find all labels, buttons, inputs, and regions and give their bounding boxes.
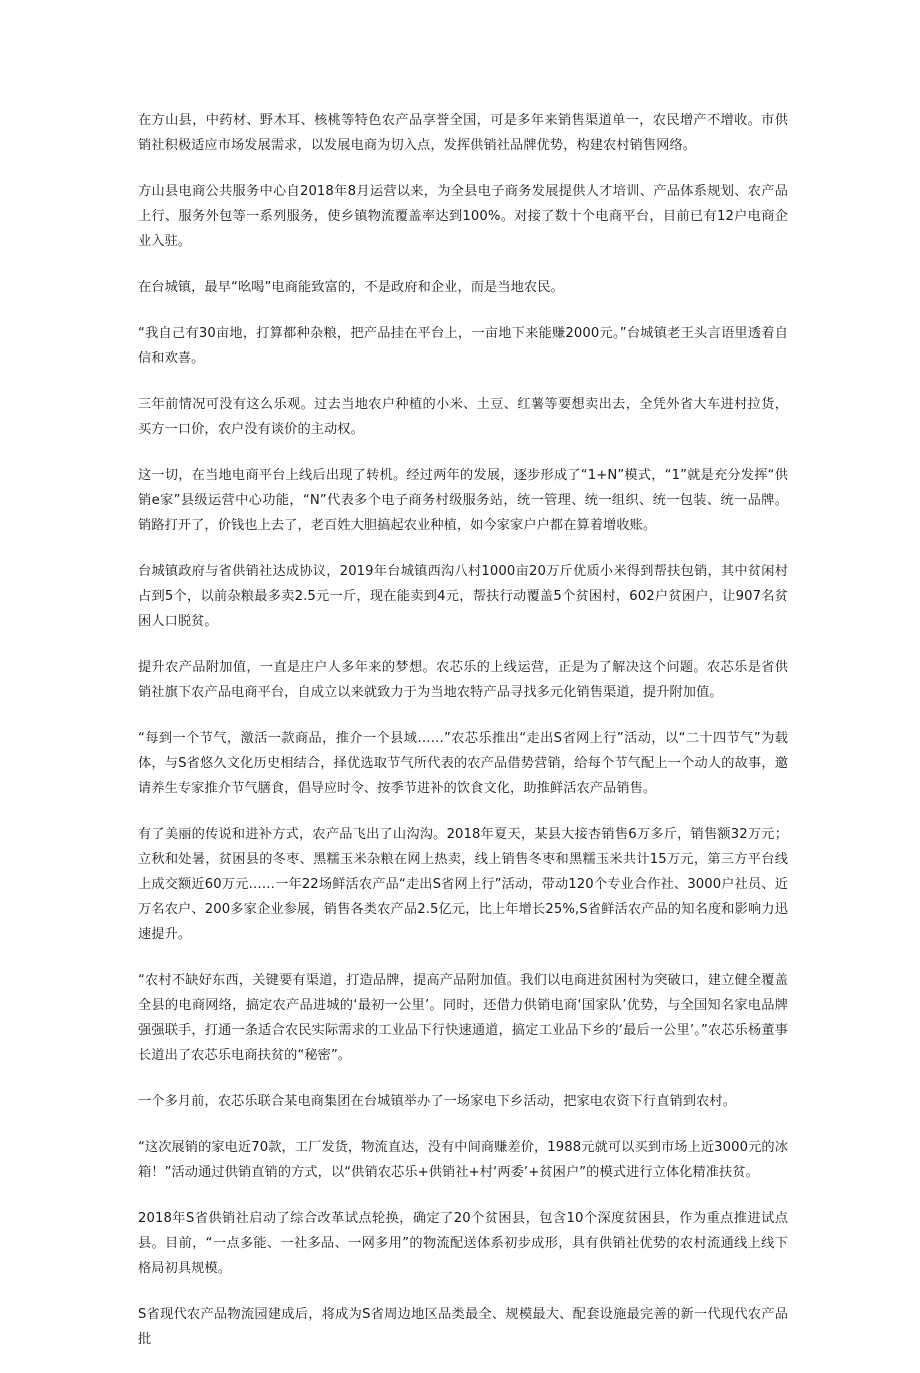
paragraph-11: “农村不缺好东西，关键要有渠道，打造品牌，提高产品附加值。我们以电商进贫困村为突破口，建立健全覆盖全县的电商网络，搞定农产品进城的‘最初一公里’。同时，还借力供销电商‘国家队’优势，与全国知名家电品牌强强联手，打通一条适合农民实际需求的工业品下行快速通道，搞定工业品下乡的‘最后一公里’。”农芯乐杨董事长道出了农芯乐电商扶贫的“秘密”。: [138, 973, 788, 1063]
paragraph-9: “每到一个节气，激活一款商品，推介一个县域……”农芯乐推出“走出S省网上行”活动，以“二十四节气”为载体，与S省悠久文化历史相结合，择优选取节气所代表的农产品借势营销，给每个节气配上一个动人的故事，邀请养生专家推介节气膳食，倡导应时令、按季节进补的饮食文化，助推鲜活农产品销售。: [138, 731, 788, 796]
paragraph-8: 提升农产品附加值，一直是庄户人多年来的梦想。农芯乐的上线运营，正是为了解决这个问题。农芯乐是省供销社旗下农产品电商平台，自成立以来就致力于为当地农特产品寻找多元化销售渠道，提升附加值。: [138, 660, 788, 700]
paragraph-14: 2018年S省供销社启动了综合改革试点轮换，确定了20个贫困县，包含10个深度贫困县，作为重点推进试点县。目前，“一点多能、一社多品、一网多用”的物流配送体系初步成形，具有供销社优势的农村流通线上线下格局初具规模。: [138, 1211, 788, 1276]
paragraph-2: 方山县电商公共服务中心自2018年8月运营以来，为全县电子商务发展提供人才培训、产品体系规划、农产品上行、服务外包等一系列服务，使乡镇物流覆盖率达到100%。对接了数十个电商平台，目前已有12户电商企业入驻。: [138, 184, 788, 249]
document-body: [138, 108, 788, 1373]
paragraph-5: 三年前情况可没有这么乐观。过去当地农户种植的小米、土豆、红薯等要想卖出去，全凭外省大车进村拉货，买方一口价，农户没有谈价的主动权。: [138, 397, 788, 437]
paragraph-10: 有了美丽的传说和进补方式，农产品飞出了山沟沟。2018年夏天，某县大接杏销售6万多斤，销售额32万元；立秋和处暑，贫困县的冬枣、黑糯玉米杂粮在网上热卖，线上销售冬枣和黑糯玉米共计15万元，第三方平台线上成交额近60万元……一年22场鲜活农产品“走出S省网上行”活动，带动120个专业合作社、3000户社员、近万名农户、200多家企业参展，销售各类农产品2.5亿元，比上年增长25%,S省鲜活农产品的知名度和影响力迅速提升。: [138, 827, 788, 942]
paragraph-15: S省现代农产品物流园建成后，将成为S省周边地区品类最全、规模最大、配套设施最完善的新一代现代农产品批: [138, 1307, 788, 1347]
paragraph-4: “我自己有30亩地，打算都种杂粮，把产品挂在平台上，一亩地下来能赚2000元。”台城镇老王头言语里透着自信和欢喜。: [138, 326, 788, 366]
paragraph-1: 在方山县，中药材、野木耳、核桃等特色农产品享誉全国，可是多年来销售渠道单一，农民增产不增收。市供销社积极适应市场发展需求，以发展电商为切入点，发挥供销社品牌优势，构建农村销售网络。: [138, 113, 788, 153]
paragraph-13: “这次展销的家电近70款，工厂发货，物流直达，没有中间商赚差价，1988元就可以买到市场上近3000元的冰箱！”活动通过供销直销的方式，以“供销农芯乐+供销社+村‘两委’+贫困户”的模式进行立体化精准扶贫。: [138, 1140, 788, 1180]
paragraph-7: 台城镇政府与省供销社达成协议，2019年台城镇西沟八村1000亩20万斤优质小米得到帮扶包销，其中贫闲村占到5个，以前杂粮最多卖2.5元一斤，现在能卖到4元，帮扶行动覆盖5个贫困村，602户贫困户，让907名贫困人口脱贫。: [138, 564, 788, 629]
paragraph-6: 这一切，在当地电商平台上线后出现了转机。经过两年的发展，逐步形成了“1+N”模式，“1”就是充分发挥“供销e家”县级运营中心功能，“N”代表多个电子商务村级服务站，统一管理、统一组织、统一包装、统一品牌。销路打开了，价钱也上去了，老百姓大胆搞起农业种植，如今家家户户都在算着增收账。: [138, 468, 788, 533]
paragraph-12: 一个多月前，农芯乐联合某电商集团在台城镇举办了一场家电下乡活动，把家电农资下行直销到农村。: [138, 1094, 736, 1109]
paragraph-3: 在台城镇，最早“吆喝”电商能致富的，不是政府和企业，而是当地农民。: [138, 280, 564, 295]
